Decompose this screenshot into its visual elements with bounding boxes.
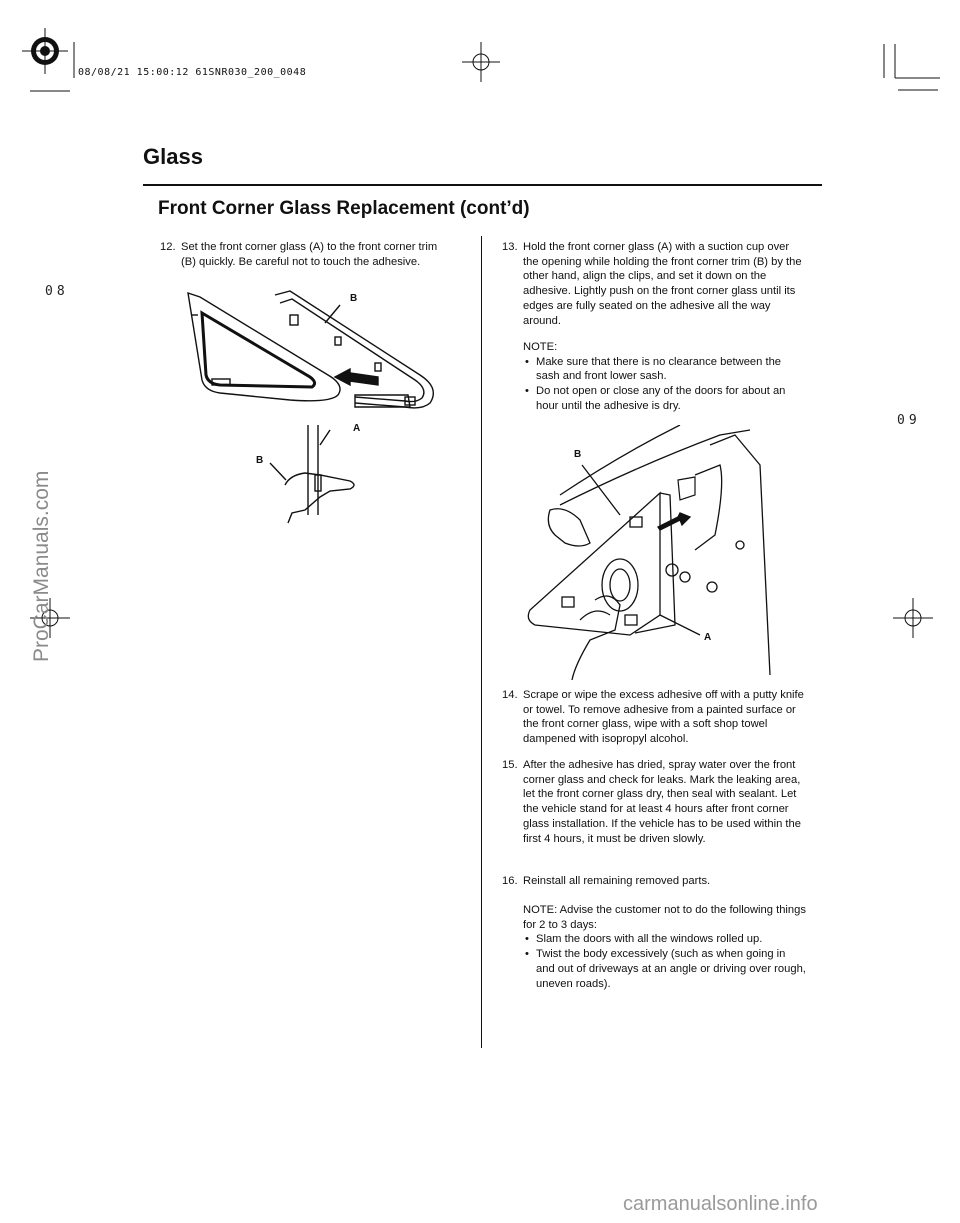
side-watermark: ProCarManuals.com <box>30 470 53 662</box>
step-number: 14. <box>502 689 518 701</box>
note-item: • Slam the doors with all the windows rolled up. <box>523 932 807 947</box>
page-marker-left: 08 <box>45 284 69 299</box>
step-14 <box>502 688 807 747</box>
section-subtitle: Front Corner Glass Replacement (cont’d) <box>158 198 530 219</box>
fig1-label-b-left: B <box>256 455 264 466</box>
step-text: Hold the front corner glass (A) with a suction cup over the opening while holding the front corner trim (B) by the other hand, align the clips, and set it down on the adhesive. Lightly push on the front corner glass until its edges are fully seated on the adhesive all the way around. <box>523 241 802 327</box>
note-item: • Do not open or close any of the doors for about an hour until the adhesive is dry. <box>523 384 807 413</box>
step-13 <box>502 240 807 328</box>
step-16 <box>502 874 807 889</box>
column-divider <box>481 236 482 1048</box>
step-text: After the adhesive has dried, spray water over the front corner glass and check for leaks. Mark the leaking area, let the front corner glass dry, then seal with sealant. Let the vehicle stand for at least 4 hours after front corner glass installation. If the vehicle has to be used within the first 4 hours, it must be driven slowly. <box>523 759 801 845</box>
crop-line-top-left <box>30 88 70 94</box>
fig1-label-a: A <box>353 423 361 434</box>
step-16-note <box>523 903 807 991</box>
step-15 <box>502 758 807 846</box>
registration-mark-top-left <box>22 28 84 90</box>
figure-glass-and-trim <box>180 285 445 525</box>
crop-mark-top-right <box>880 42 940 94</box>
fig2-label-b: B <box>574 449 582 460</box>
figure-installation <box>520 425 780 680</box>
note-label: NOTE: <box>523 341 558 353</box>
step-number: 13. <box>502 241 518 253</box>
page-marker-right: 09 <box>897 413 921 428</box>
note-item: • Twist the body excessively (such as when going in and out of driveways at an angle or driving over rough, uneven roads). <box>523 947 807 991</box>
note-item: • Make sure that there is no clearance between the sash and front lower sash. <box>523 355 807 384</box>
note-text: NOTE: Advise the customer not to do the following things for 2 to 3 days: <box>523 904 806 931</box>
step-13-note <box>523 340 807 414</box>
crosshair-bottom-right <box>893 598 933 638</box>
print-stamp: 08/08/21 15:00:12 61SNR030_200_0048 <box>78 67 307 78</box>
step-text: Reinstall all remaining removed parts. <box>523 875 711 887</box>
crosshair-top-center <box>462 42 500 82</box>
step-12 <box>160 240 450 269</box>
footer-watermark: carmanualsonline.info <box>623 1193 818 1215</box>
step-number: 15. <box>502 759 518 771</box>
page-title: Glass <box>143 144 203 169</box>
step-text: Set the front corner glass (A) to the front corner trim (B) quickly. Be careful not to touch the adhesive. <box>181 241 438 268</box>
title-rule <box>143 184 822 186</box>
step-text: Scrape or wipe the excess adhesive off with a putty knife or towel. To remove adhesive from a painted surface or the front corner glass, wipe with a soft shop towel dampened with isopropyl alcohol. <box>523 689 804 746</box>
fig1-label-b-top: B <box>350 293 358 304</box>
fig2-label-a: A <box>704 632 712 643</box>
step-number: 16. <box>502 875 518 887</box>
step-number: 12. <box>160 241 176 253</box>
